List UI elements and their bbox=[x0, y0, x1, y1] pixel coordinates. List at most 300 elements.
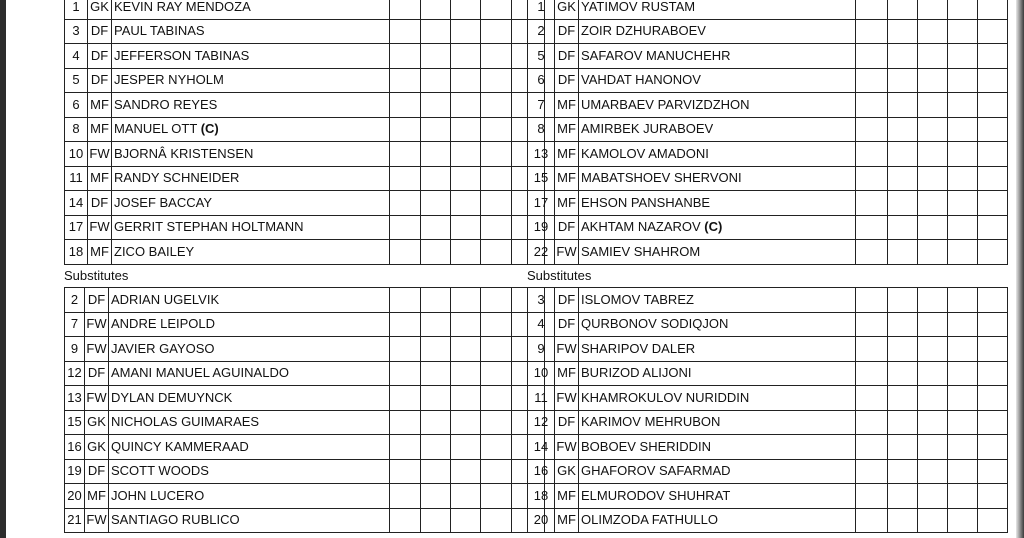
player-number: 4 bbox=[528, 312, 555, 337]
stat-box bbox=[978, 166, 1008, 191]
stat-box bbox=[948, 288, 978, 313]
player-position: FW bbox=[555, 337, 579, 362]
player-name-cell bbox=[112, 93, 390, 118]
stat-box bbox=[481, 0, 512, 19]
stat-box bbox=[421, 215, 451, 240]
player-name-cell bbox=[109, 288, 390, 313]
player-position: MF bbox=[555, 191, 579, 216]
stat-box bbox=[856, 240, 888, 265]
player-number: 22 bbox=[528, 240, 555, 265]
stat-box bbox=[856, 288, 888, 313]
player-name: JEFFERSON TABINAS bbox=[114, 47, 250, 63]
stat-box bbox=[948, 337, 978, 362]
stat-box bbox=[918, 361, 948, 386]
stat-box bbox=[390, 435, 421, 460]
player-name: SCOTT WOODS bbox=[111, 463, 209, 479]
player-name: ADRIAN UGELVIK bbox=[111, 291, 220, 307]
stat-box bbox=[390, 337, 421, 362]
stat-box bbox=[481, 484, 512, 509]
player-name: GERRIT STEPHAN HOLTMANN bbox=[114, 219, 304, 235]
stat-box bbox=[856, 386, 888, 411]
captain-marker: (C) bbox=[704, 219, 723, 235]
player-position: MF bbox=[88, 166, 112, 191]
stat-box bbox=[978, 93, 1008, 118]
stat-box bbox=[948, 459, 978, 484]
stat-box bbox=[948, 435, 978, 460]
captain-marker: (C) bbox=[200, 121, 219, 137]
stat-box bbox=[978, 508, 1008, 533]
stat-box bbox=[918, 93, 948, 118]
stat-box bbox=[888, 166, 918, 191]
player-name: SANDRO REYES bbox=[114, 96, 218, 112]
player-row bbox=[528, 508, 1008, 533]
player-name-cell bbox=[579, 435, 856, 460]
stat-box bbox=[451, 337, 481, 362]
player-number: 9 bbox=[528, 337, 555, 362]
player-number: 19 bbox=[528, 215, 555, 240]
player-name-cell bbox=[112, 166, 390, 191]
player-name-cell bbox=[579, 361, 856, 386]
player-position: MF bbox=[88, 117, 112, 142]
player-row bbox=[65, 361, 545, 386]
stat-box bbox=[390, 44, 421, 69]
player-name: BURIZOD ALIJONI bbox=[581, 365, 692, 381]
stat-box bbox=[888, 288, 918, 313]
stat-box bbox=[421, 19, 451, 44]
player-row bbox=[528, 484, 1008, 509]
player-row bbox=[528, 117, 1008, 142]
stat-box bbox=[978, 312, 1008, 337]
stat-box bbox=[421, 435, 451, 460]
player-position: FW bbox=[88, 215, 112, 240]
stat-box bbox=[421, 93, 451, 118]
player-row bbox=[528, 19, 1008, 44]
stat-box bbox=[888, 240, 918, 265]
player-row bbox=[65, 435, 545, 460]
stat-box bbox=[421, 0, 451, 19]
player-position: DF bbox=[555, 288, 579, 313]
player-row bbox=[65, 337, 545, 362]
stat-box bbox=[856, 19, 888, 44]
player-name: YATIMOV RUSTAM bbox=[581, 0, 696, 14]
stat-box bbox=[978, 0, 1008, 19]
stat-box bbox=[390, 117, 421, 142]
player-number: 15 bbox=[528, 166, 555, 191]
player-position: FW bbox=[555, 435, 579, 460]
player-row bbox=[528, 312, 1008, 337]
stat-box bbox=[856, 44, 888, 69]
stat-box bbox=[421, 166, 451, 191]
player-number: 10 bbox=[528, 361, 555, 386]
player-position: DF bbox=[555, 19, 579, 44]
player-name-cell bbox=[579, 312, 856, 337]
player-row bbox=[65, 44, 545, 69]
stat-box bbox=[481, 191, 512, 216]
player-name-cell bbox=[579, 166, 856, 191]
player-number: 2 bbox=[65, 288, 85, 313]
stat-box bbox=[948, 361, 978, 386]
player-name: QURBONOV SODIQJON bbox=[581, 316, 729, 332]
player-number: 4 bbox=[65, 44, 88, 69]
stat-box bbox=[856, 142, 888, 167]
stat-box bbox=[856, 459, 888, 484]
stat-box bbox=[390, 68, 421, 93]
stat-box bbox=[451, 191, 481, 216]
stat-box bbox=[451, 166, 481, 191]
stat-box bbox=[948, 142, 978, 167]
stat-box bbox=[918, 166, 948, 191]
player-name-cell bbox=[579, 68, 856, 93]
player-row bbox=[65, 0, 545, 19]
player-name-cell bbox=[579, 142, 856, 167]
player-row bbox=[528, 166, 1008, 191]
stat-box bbox=[948, 44, 978, 69]
player-name: ISLOMOV TABREZ bbox=[581, 291, 694, 307]
player-number: 6 bbox=[528, 68, 555, 93]
player-position: MF bbox=[85, 484, 109, 509]
player-position: DF bbox=[88, 19, 112, 44]
stat-box bbox=[481, 288, 512, 313]
player-row bbox=[65, 142, 545, 167]
stat-box bbox=[481, 508, 512, 533]
stat-box bbox=[390, 166, 421, 191]
stat-box bbox=[421, 191, 451, 216]
player-name-cell bbox=[112, 215, 390, 240]
player-name-cell bbox=[112, 19, 390, 44]
player-number: 8 bbox=[528, 117, 555, 142]
player-name: AKHTAM NAZAROV bbox=[581, 219, 701, 235]
player-row bbox=[65, 117, 545, 142]
stat-box bbox=[888, 68, 918, 93]
stat-box bbox=[451, 215, 481, 240]
player-row bbox=[65, 240, 545, 265]
stat-box bbox=[481, 459, 512, 484]
stat-box bbox=[978, 386, 1008, 411]
stat-box bbox=[978, 240, 1008, 265]
stat-box bbox=[421, 142, 451, 167]
stat-box bbox=[481, 361, 512, 386]
player-name: ZOIR DZHURABOEV bbox=[581, 23, 706, 39]
stat-box bbox=[918, 288, 948, 313]
player-position: FW bbox=[85, 508, 109, 533]
player-row bbox=[528, 215, 1008, 240]
stat-box bbox=[421, 459, 451, 484]
stat-box bbox=[856, 191, 888, 216]
stat-box bbox=[390, 19, 421, 44]
player-position: MF bbox=[555, 93, 579, 118]
player-number: 16 bbox=[65, 435, 85, 460]
stat-box bbox=[856, 484, 888, 509]
stat-box bbox=[451, 19, 481, 44]
stat-box bbox=[390, 142, 421, 167]
stat-box bbox=[421, 410, 451, 435]
player-position: GK bbox=[555, 0, 579, 19]
player-position: DF bbox=[88, 44, 112, 69]
player-number: 21 bbox=[65, 508, 85, 533]
player-position: FW bbox=[85, 337, 109, 362]
stat-box bbox=[856, 0, 888, 19]
player-position: DF bbox=[85, 361, 109, 386]
player-position: FW bbox=[88, 142, 112, 167]
player-position: MF bbox=[555, 166, 579, 191]
stat-box bbox=[888, 191, 918, 216]
player-position: FW bbox=[555, 386, 579, 411]
home-starters-table bbox=[64, 0, 545, 265]
stat-box bbox=[856, 508, 888, 533]
stat-box bbox=[856, 435, 888, 460]
stat-box bbox=[978, 459, 1008, 484]
stat-box bbox=[451, 508, 481, 533]
player-number: 20 bbox=[528, 508, 555, 533]
stat-box bbox=[978, 435, 1008, 460]
player-number: 18 bbox=[65, 240, 88, 265]
stat-box bbox=[451, 142, 481, 167]
player-name-cell bbox=[109, 435, 390, 460]
away-substitutes-table bbox=[527, 287, 1008, 533]
player-name-cell bbox=[109, 459, 390, 484]
stat-box bbox=[888, 19, 918, 44]
player-number: 3 bbox=[528, 288, 555, 313]
stat-box bbox=[948, 386, 978, 411]
stat-box bbox=[451, 459, 481, 484]
stat-box bbox=[918, 117, 948, 142]
stat-box bbox=[451, 240, 481, 265]
home-substitutes-label: Substitutes bbox=[64, 268, 129, 283]
player-name-cell bbox=[579, 288, 856, 313]
player-number: 11 bbox=[528, 386, 555, 411]
stat-box bbox=[421, 117, 451, 142]
stat-box bbox=[948, 410, 978, 435]
player-position: DF bbox=[555, 68, 579, 93]
stat-box bbox=[978, 410, 1008, 435]
away-substitutes-label: Substitutes bbox=[527, 268, 592, 283]
stat-box bbox=[421, 337, 451, 362]
stat-box bbox=[978, 191, 1008, 216]
stat-box bbox=[888, 142, 918, 167]
stat-box bbox=[451, 117, 481, 142]
stat-box bbox=[421, 361, 451, 386]
stat-box bbox=[948, 93, 978, 118]
player-row bbox=[65, 312, 545, 337]
player-number: 7 bbox=[65, 312, 85, 337]
player-number: 13 bbox=[528, 142, 555, 167]
stat-box bbox=[856, 117, 888, 142]
player-number: 12 bbox=[528, 410, 555, 435]
player-position: DF bbox=[555, 410, 579, 435]
player-row bbox=[528, 337, 1008, 362]
stat-box bbox=[978, 117, 1008, 142]
player-name: PAUL TABINAS bbox=[114, 23, 205, 39]
stat-box bbox=[481, 44, 512, 69]
scan-edge-left bbox=[0, 0, 6, 538]
stat-box bbox=[390, 215, 421, 240]
player-position: DF bbox=[88, 191, 112, 216]
stat-box bbox=[481, 337, 512, 362]
stat-box bbox=[888, 361, 918, 386]
stat-box bbox=[888, 215, 918, 240]
stat-box bbox=[888, 459, 918, 484]
player-row bbox=[65, 386, 545, 411]
stat-box bbox=[421, 44, 451, 69]
stat-box bbox=[390, 361, 421, 386]
scan-edge-right bbox=[1016, 0, 1024, 538]
stat-box bbox=[451, 0, 481, 19]
stat-box bbox=[451, 484, 481, 509]
stat-box bbox=[856, 337, 888, 362]
player-name-cell bbox=[109, 508, 390, 533]
stat-box bbox=[888, 484, 918, 509]
stat-box bbox=[451, 312, 481, 337]
player-position: DF bbox=[88, 68, 112, 93]
stat-box bbox=[390, 312, 421, 337]
player-name: EHSON PANSHANBE bbox=[581, 194, 711, 210]
player-name: KAMOLOV AMADONI bbox=[581, 145, 709, 161]
player-number: 18 bbox=[528, 484, 555, 509]
player-name: MANUEL OTT bbox=[114, 121, 198, 137]
player-position: MF bbox=[555, 508, 579, 533]
player-number: 7 bbox=[528, 93, 555, 118]
stat-box bbox=[451, 288, 481, 313]
player-number: 13 bbox=[65, 386, 85, 411]
stat-box bbox=[390, 0, 421, 19]
stat-box bbox=[948, 191, 978, 216]
stat-box bbox=[481, 435, 512, 460]
stat-box bbox=[888, 312, 918, 337]
stat-box bbox=[948, 240, 978, 265]
stat-box bbox=[451, 361, 481, 386]
player-name: JAVIER GAYOSO bbox=[111, 340, 215, 356]
player-name-cell bbox=[579, 117, 856, 142]
player-number: 14 bbox=[528, 435, 555, 460]
stat-box bbox=[948, 166, 978, 191]
player-name: KHAMROKULOV NURIDDIN bbox=[581, 389, 750, 405]
player-name-cell bbox=[109, 484, 390, 509]
player-name-cell bbox=[579, 240, 856, 265]
player-name-cell bbox=[112, 240, 390, 265]
stat-box bbox=[918, 484, 948, 509]
player-name-cell bbox=[109, 386, 390, 411]
stat-box bbox=[421, 484, 451, 509]
stat-box bbox=[390, 484, 421, 509]
player-number: 3 bbox=[65, 19, 88, 44]
stat-box bbox=[948, 0, 978, 19]
stat-box bbox=[451, 386, 481, 411]
player-name: KEVIN RAY MENDOZA bbox=[114, 0, 251, 14]
player-row bbox=[528, 240, 1008, 265]
stat-box bbox=[421, 508, 451, 533]
player-name-cell bbox=[579, 337, 856, 362]
player-number: 20 bbox=[65, 484, 85, 509]
stat-box bbox=[888, 0, 918, 19]
stat-box bbox=[918, 0, 948, 19]
stat-box bbox=[390, 191, 421, 216]
stat-box bbox=[918, 215, 948, 240]
player-row bbox=[65, 166, 545, 191]
stat-box bbox=[978, 142, 1008, 167]
stat-box bbox=[948, 68, 978, 93]
player-row bbox=[528, 0, 1008, 19]
player-name: ANDRE LEIPOLD bbox=[111, 316, 216, 332]
stat-box bbox=[948, 117, 978, 142]
player-number: 15 bbox=[65, 410, 85, 435]
player-row bbox=[528, 68, 1008, 93]
player-position: GK bbox=[85, 435, 109, 460]
stat-box bbox=[421, 240, 451, 265]
player-number: 9 bbox=[65, 337, 85, 362]
stat-box bbox=[978, 68, 1008, 93]
player-row bbox=[528, 459, 1008, 484]
player-position: DF bbox=[85, 459, 109, 484]
player-position: FW bbox=[85, 386, 109, 411]
stat-box bbox=[978, 288, 1008, 313]
player-row bbox=[528, 44, 1008, 69]
player-number: 8 bbox=[65, 117, 88, 142]
player-name: RANDY SCHNEIDER bbox=[114, 170, 240, 186]
stat-box bbox=[451, 44, 481, 69]
stat-box bbox=[948, 19, 978, 44]
player-row bbox=[65, 68, 545, 93]
player-name: SANTIAGO RUBLICO bbox=[111, 512, 240, 528]
stat-box bbox=[390, 93, 421, 118]
stat-box bbox=[918, 19, 948, 44]
player-position: DF bbox=[555, 215, 579, 240]
player-name: ZICO BAILEY bbox=[114, 243, 195, 259]
player-name-cell bbox=[112, 0, 390, 19]
stat-box bbox=[390, 410, 421, 435]
player-name-cell bbox=[579, 0, 856, 19]
stat-box bbox=[888, 117, 918, 142]
player-row bbox=[65, 288, 545, 313]
player-position: MF bbox=[88, 240, 112, 265]
player-row bbox=[65, 410, 545, 435]
player-name: VAHDAT HANONOV bbox=[581, 72, 701, 88]
player-name: SAFAROV MANUCHEHR bbox=[581, 47, 731, 63]
player-number: 19 bbox=[65, 459, 85, 484]
stat-box bbox=[918, 337, 948, 362]
stat-box bbox=[978, 484, 1008, 509]
player-name: BJORNÂ KRISTENSEN bbox=[114, 145, 254, 161]
stat-box bbox=[978, 337, 1008, 362]
stat-box bbox=[978, 361, 1008, 386]
stat-box bbox=[888, 337, 918, 362]
stat-box bbox=[390, 508, 421, 533]
stat-box bbox=[918, 435, 948, 460]
stat-box bbox=[481, 386, 512, 411]
player-position: FW bbox=[85, 312, 109, 337]
stat-box bbox=[390, 386, 421, 411]
player-name: KARIMOV MEHRUBON bbox=[581, 414, 721, 430]
stat-box bbox=[856, 312, 888, 337]
stat-box bbox=[888, 410, 918, 435]
player-row bbox=[65, 19, 545, 44]
stat-box bbox=[481, 68, 512, 93]
player-position: GK bbox=[555, 459, 579, 484]
stat-box bbox=[481, 166, 512, 191]
player-name-cell bbox=[579, 191, 856, 216]
player-name: GHAFOROV SAFARMAD bbox=[581, 463, 731, 479]
stat-box bbox=[888, 44, 918, 69]
player-row bbox=[65, 93, 545, 118]
player-name-cell bbox=[579, 459, 856, 484]
stat-box bbox=[888, 93, 918, 118]
player-position: MF bbox=[555, 484, 579, 509]
stat-box bbox=[451, 410, 481, 435]
player-name: AMIRBEK JURABOEV bbox=[581, 121, 714, 137]
stat-box bbox=[918, 142, 948, 167]
player-number: 5 bbox=[528, 44, 555, 69]
player-name: OLIMZODA FATHULLO bbox=[581, 512, 719, 528]
stat-box bbox=[978, 19, 1008, 44]
